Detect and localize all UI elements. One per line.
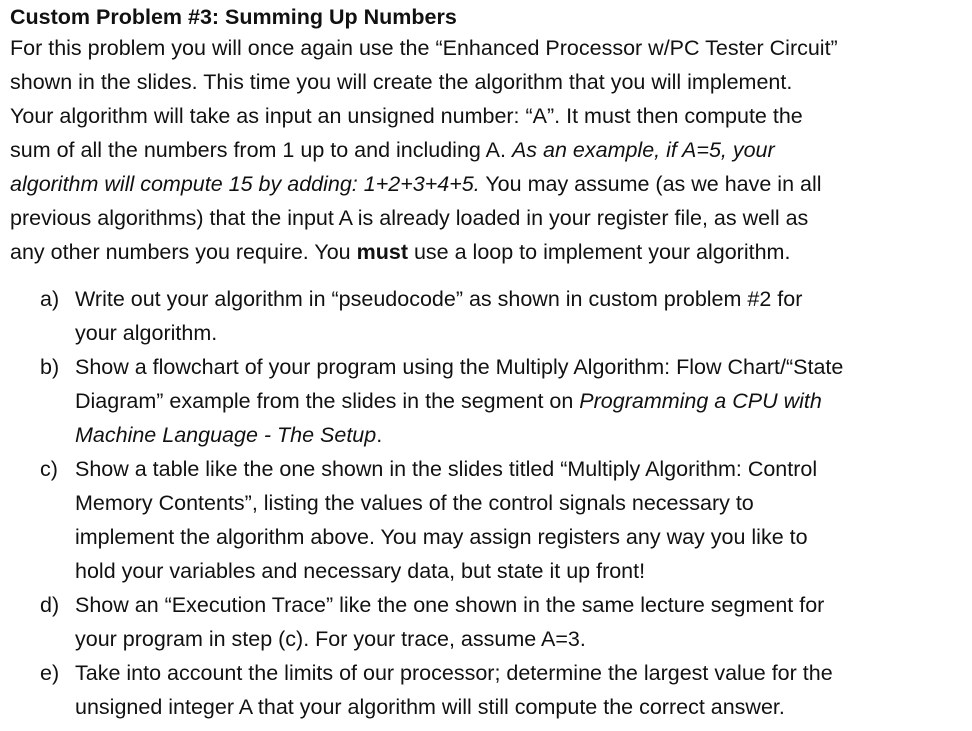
task-line: unsigned integer A that your algorithm will still compute the correct answer. [75, 695, 785, 719]
task-line: your program in step (c). For your trace, assume A=3. [75, 627, 586, 651]
list-marker: a) [40, 287, 60, 311]
task-line: Show a flowchart of your program using the Multiply Algorithm: Flow Chart/“State [75, 355, 844, 379]
task-line [75, 418, 960, 452]
intro-example-text: As an example, if A=5, your [511, 138, 775, 162]
task-line: Memory Contents”, listing the values of the control signals necessary to [75, 491, 754, 515]
task-item-c [40, 452, 960, 588]
task-line: implement the algorithm above. You may assign registers any way you like to [75, 525, 808, 549]
intro-line: previous algorithms) that the input A is already loaded in your register file, as well as [10, 206, 809, 230]
intro-line: Your algorithm will take as input an unsigned number: “A”. It must then compute the [10, 104, 803, 128]
list-marker: b) [40, 355, 60, 379]
intro-line: shown in the slides. This time you will create the algorithm that you will implement. [10, 70, 793, 94]
intro-text: use a loop to implement your algorithm. [408, 240, 791, 264]
emphasis-must: must [356, 240, 408, 264]
list-marker: c) [40, 457, 58, 481]
task-item-a [40, 282, 960, 350]
lecture-title-text: Programming a CPU with [579, 389, 822, 413]
task-list [40, 282, 960, 724]
task-line: hold your variables and necessary data, but state it up front! [75, 559, 646, 583]
intro-line [10, 133, 968, 167]
intro-line [10, 167, 968, 201]
intro-line [10, 235, 968, 269]
task-item-b [40, 350, 960, 452]
intro-example-text: algorithm will compute 15 by adding: 1+2+3+4+5. [10, 172, 480, 196]
intro-text: sum of all the numbers from 1 up to and including A. [10, 138, 512, 162]
task-item-e [40, 656, 960, 724]
task-text: Diagram” example from the slides in the segment on [75, 389, 580, 413]
lecture-title-text: Machine Language - The Setup [75, 423, 377, 447]
task-line [75, 384, 960, 418]
task-line: Show a table like the one shown in the slides titled “Multiply Algorithm: Control [75, 457, 818, 481]
problem-intro [10, 31, 968, 269]
list-marker: d) [40, 593, 60, 617]
document-page [10, 4, 968, 269]
task-line: Show an “Execution Trace” like the one shown in the same lecture segment for [75, 593, 825, 617]
task-line: Take into account the limits of our processor; determine the largest value for the [75, 661, 833, 685]
intro-text: You may assume (as we have in all [479, 172, 822, 196]
task-line: your algorithm. [75, 321, 218, 345]
intro-line: For this problem you will once again use the “Enhanced Processor w/PC Tester Circuit” [10, 36, 838, 60]
task-item-d [40, 588, 960, 656]
task-line: Write out your algorithm in “pseudocode” as shown in custom problem #2 for [75, 287, 803, 311]
task-text: . [376, 423, 383, 447]
list-marker: e) [40, 661, 60, 685]
intro-text: any other numbers you require. You [10, 240, 357, 264]
problem-title: Custom Problem #3: Summing Up Numbers [10, 5, 457, 29]
